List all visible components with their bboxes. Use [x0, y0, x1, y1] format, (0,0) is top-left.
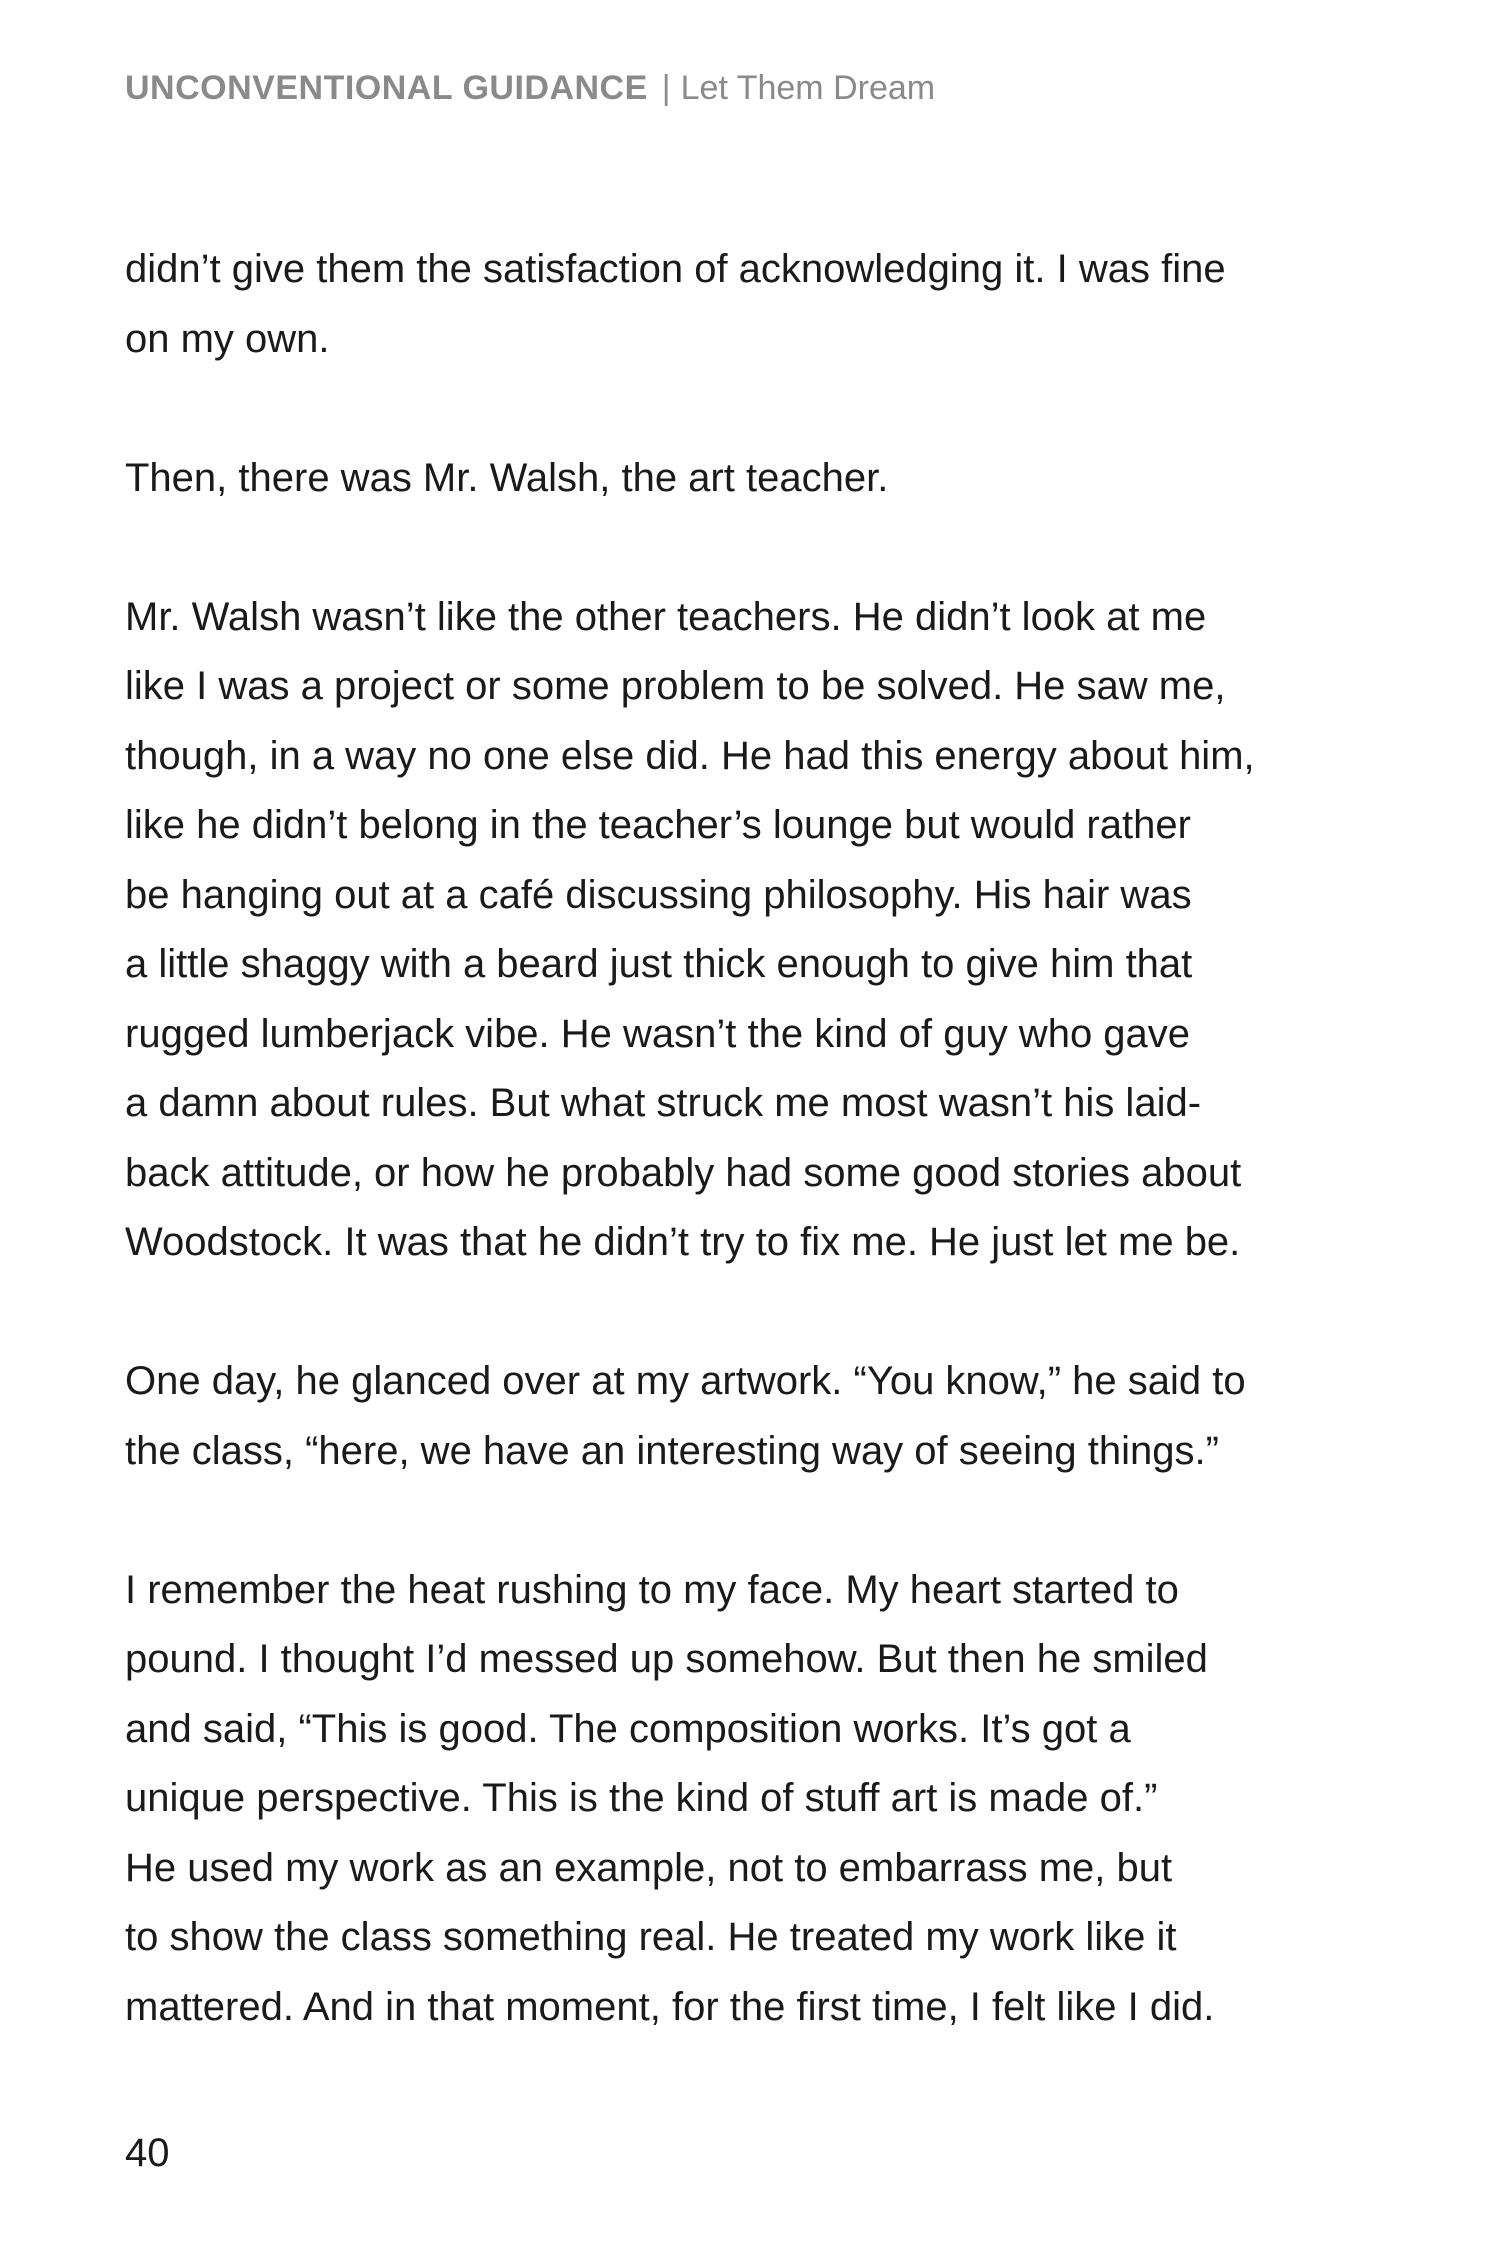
text-line: to show the class something real. He treated my work like it: [125, 1915, 1177, 1959]
text-line: and said, “This is good. The composition works. It’s got a: [125, 1706, 1131, 1751]
text-line: back attitude, or how he probably had some good stories about: [125, 1150, 1242, 1195]
header-separator: |: [661, 69, 671, 107]
text-line: a damn about rules. But what struck me most wasn’t his laid-: [125, 1081, 1202, 1125]
text-line: Then, there was Mr. Walsh, the art teacher.: [125, 455, 889, 500]
book-title: UNCONVENTIONAL GUIDANCE: [125, 69, 648, 107]
chapter-title: Let Them Dream: [680, 69, 936, 107]
text-line: didn’t give them the satisfaction of acknowledging it. I was fine: [125, 247, 1226, 291]
text-line: pound. I thought I’d messed up somehow. But then he smiled: [125, 1637, 1208, 1681]
text-line: I remember the heat rushing to my face. My heart started to: [125, 1567, 1179, 1612]
text-line: Woodstock. It was that he didn’t try to fix me. He just let me be.: [125, 1220, 1241, 1264]
text-line: One day, he glanced over at my artwork. “You know,” he said to: [125, 1359, 1246, 1403]
page-number: 40: [125, 2131, 170, 2175]
paragraph: [125, 583, 1345, 1278]
text-line: though, in a way no one else did. He had this energy about him,: [125, 733, 1255, 778]
paragraph-gap: [125, 1278, 1345, 1348]
running-header: [125, 66, 935, 110]
paragraph-gap: [125, 1486, 1345, 1556]
paragraph: [125, 444, 1345, 514]
text-line: like I was a project or some problem to be solved. He saw me,: [125, 664, 1226, 708]
paragraph: [125, 1347, 1345, 1486]
text-line: Mr. Walsh wasn’t like the other teachers. He didn’t look at me: [125, 594, 1207, 639]
paragraph: [125, 235, 1345, 374]
body-text: [125, 235, 1345, 2042]
text-line: rugged lumberjack vibe. He wasn’t the kind of guy who gave: [125, 1011, 1191, 1056]
text-line: be hanging out at a café discussing philosophy. His hair was: [125, 872, 1192, 917]
paragraph-gap: [125, 513, 1345, 583]
paragraph-gap: [125, 374, 1345, 444]
text-line: a little shaggy with a beard just thick enough to give him that: [125, 942, 1193, 986]
text-line: like he didn’t belong in the teacher’s lounge but would rather: [125, 803, 1191, 847]
paragraph: [125, 1556, 1345, 2043]
text-line: unique perspective. This is the kind of stuff art is made of.”: [125, 1776, 1158, 1820]
text-line: the class, “here, we have an interesting way of seeing things.”: [125, 1428, 1219, 1473]
text-line: on my own.: [125, 316, 330, 361]
text-line: He used my work as an example, not to embarrass me, but: [125, 1845, 1173, 1890]
text-line: mattered. And in that moment, for the first time, I felt like I did.: [125, 1984, 1215, 2029]
